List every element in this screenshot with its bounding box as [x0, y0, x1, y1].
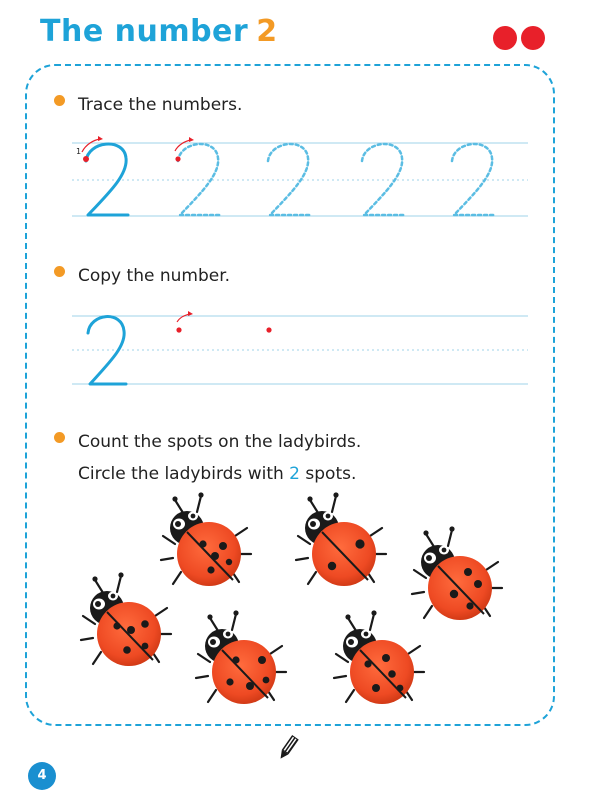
instruction-trace-text: Trace the numbers. — [78, 95, 243, 115]
ladybird[interactable] — [412, 526, 502, 620]
title-number: 2 — [256, 14, 278, 49]
title-text: The number — [40, 14, 249, 49]
instruction-count-line1: Count the spots on the ladybirds. — [78, 432, 362, 452]
stroke-start-label: 1 — [76, 147, 82, 156]
pencil-icon — [276, 733, 300, 763]
instruction-copy-text: Copy the number. — [78, 266, 231, 286]
ladybird[interactable] — [296, 492, 386, 586]
instruction-count-line2: Circle the ladybirds with 2 spots. — [78, 464, 357, 484]
page-number-badge: 4 — [28, 762, 56, 790]
ladybird[interactable] — [334, 610, 424, 704]
ladybird[interactable] — [196, 610, 286, 704]
ladybird[interactable] — [81, 572, 171, 666]
ladybird[interactable] — [161, 492, 251, 586]
